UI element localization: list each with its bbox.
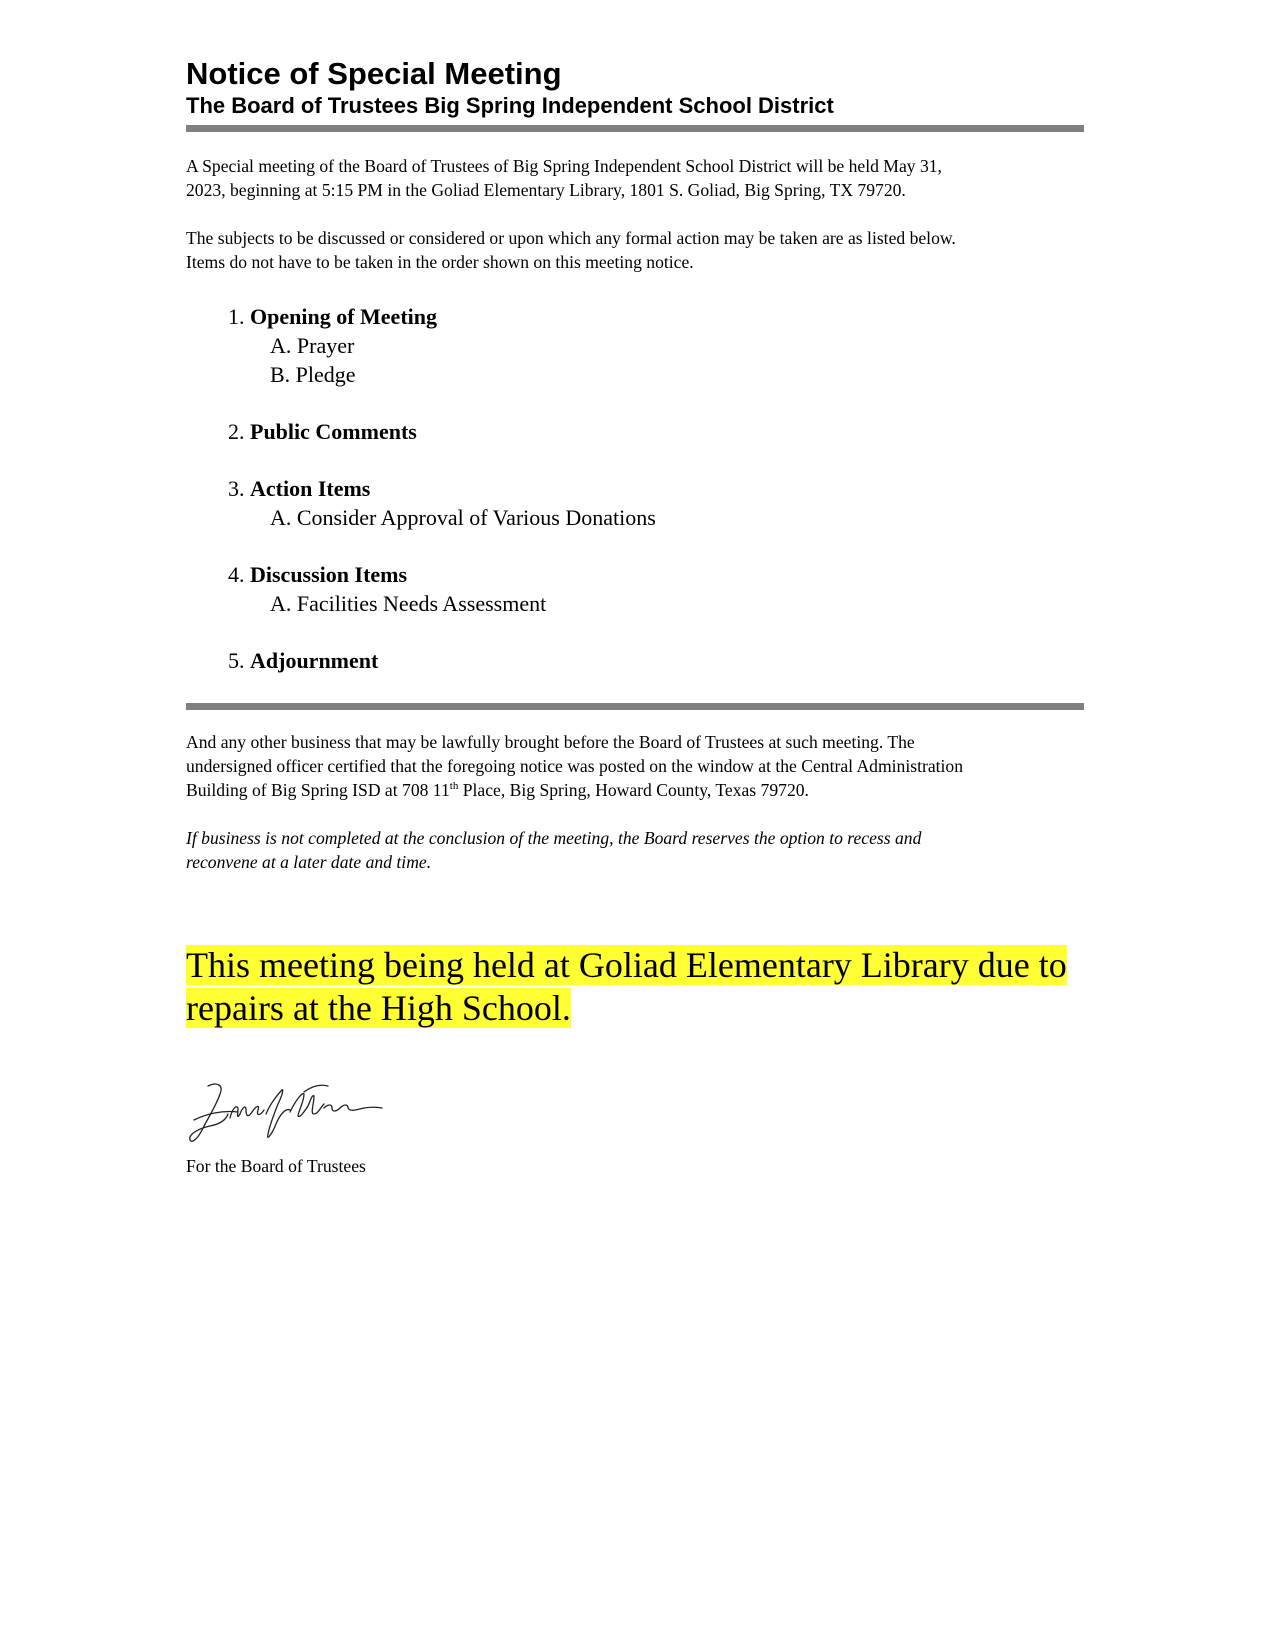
agenda-subitem: A. Facilities Needs Assessment xyxy=(270,591,547,616)
recess-paragraph xyxy=(186,826,1116,874)
agenda-item xyxy=(186,474,1116,532)
agenda-subitem-list xyxy=(186,589,1116,618)
recess-line-2: reconvene at a later date and time. xyxy=(186,852,432,872)
subjects-line-2: Items do not have to be taken in the order shown on this meeting notice. xyxy=(186,252,694,272)
agenda-item-title: Adjournment xyxy=(250,648,379,673)
signature-image xyxy=(186,1074,386,1152)
agenda-item-number: 3. xyxy=(228,476,245,501)
agenda-item xyxy=(186,560,1116,618)
ordinal-suffix: th xyxy=(449,780,459,792)
page-title: Notice of Special Meeting xyxy=(186,56,562,91)
subjects-line-1: The subjects to be discussed or considered or upon which any formal action may be taken are as listed below. xyxy=(186,228,956,248)
closing-line-1: And any other business that may be lawfully brought before the Board of Trustees at such meeting. The xyxy=(186,732,915,752)
intro-line-1: A Special meeting of the Board of Trustees of Big Spring Independent School District will be held May 31, xyxy=(186,156,942,176)
recess-line-1: If business is not completed at the conclusion of the meeting, the Board reserves the option to recess and xyxy=(186,828,922,848)
agenda-item xyxy=(186,417,1116,446)
page-subtitle: The Board of Trustees Big Spring Independent School District xyxy=(186,93,834,118)
agenda-subitem-list xyxy=(186,503,1116,532)
top-divider xyxy=(186,125,1084,132)
intro-line-2: 2023, beginning at 5:15 PM in the Goliad Elementary Library, 1801 S. Goliad, Big Spring, TX 79720. xyxy=(186,180,906,200)
agenda-subitem: A. Prayer xyxy=(270,333,355,358)
notice-line-1: This meeting being held at Goliad Elementary Library due to xyxy=(186,945,1067,985)
agenda-item-title: Action Items xyxy=(250,476,371,501)
closing-line-3-end: Place, Big Spring, Howard County, Texas 79720. xyxy=(458,780,809,800)
intro-paragraph xyxy=(186,154,1116,202)
agenda-item-title: Discussion Items xyxy=(250,562,408,587)
agenda-item-title: Opening of Meeting xyxy=(250,304,437,329)
agenda-item-number: 5. xyxy=(228,648,245,673)
handwritten-signature xyxy=(186,1074,386,1152)
agenda-item-number: 1. xyxy=(228,304,245,329)
agenda-item-number: 2. xyxy=(228,419,245,444)
highlighted-notice xyxy=(186,944,1116,1030)
agenda-item-number: 4. xyxy=(228,562,245,587)
agenda-subitem: B. Pledge xyxy=(270,362,356,387)
agenda-item xyxy=(186,646,1116,675)
closing-line-2: undersigned officer certified that the foregoing notice was posted on the window at the Central Administration xyxy=(186,756,964,776)
agenda-subitem: A. Consider Approval of Various Donations xyxy=(270,505,656,530)
bottom-divider xyxy=(186,703,1084,710)
closing-paragraph xyxy=(186,730,1116,802)
meeting-notice-page xyxy=(186,56,1116,1178)
signature-label: For the Board of Trustees xyxy=(186,1156,366,1176)
agenda-item xyxy=(186,302,1116,389)
agenda-subitem-list xyxy=(186,331,1116,389)
subjects-paragraph xyxy=(186,226,1116,274)
agenda-item-title: Public Comments xyxy=(250,419,417,444)
agenda-list xyxy=(186,302,1116,675)
notice-line-2: repairs at the High School. xyxy=(186,988,571,1028)
closing-line-3-start: Building of Big Spring ISD at 708 11 xyxy=(186,780,450,800)
